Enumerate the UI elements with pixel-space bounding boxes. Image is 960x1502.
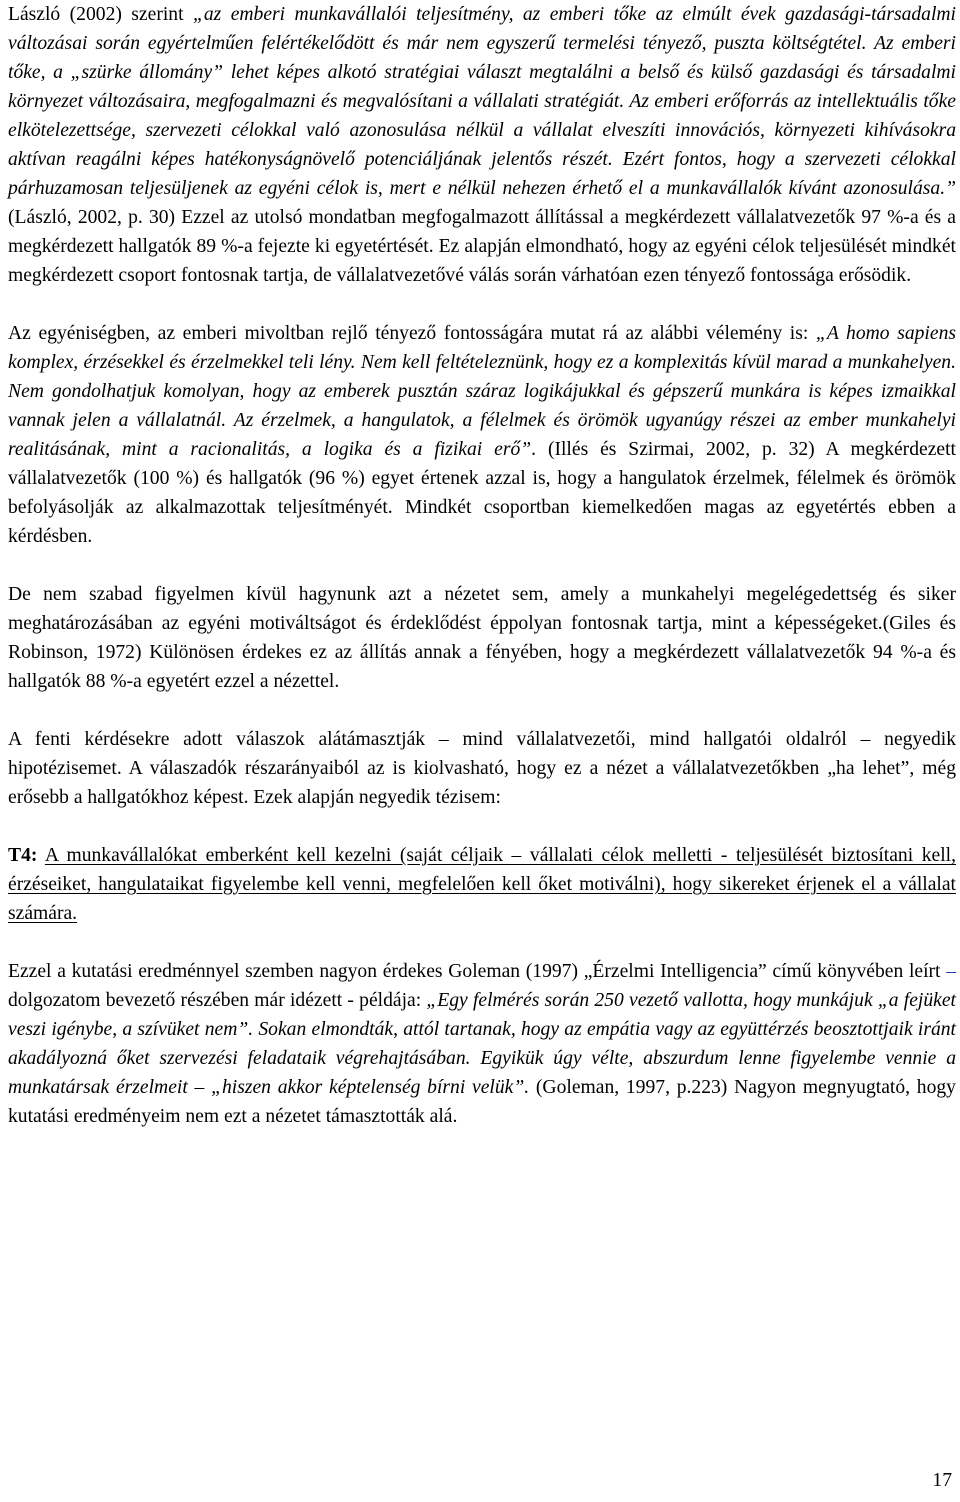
p6-segment: dolgozatom bevezető részében már idézett - példája:	[8, 990, 427, 1011]
paragraph-giles-robinson	[8, 580, 956, 696]
p3-segment: De nem szabad figyelmen kívül hagynunk azt a nézetet sem, amely a munkahelyi megelégedettség és siker meghatározásában az egyéni motiváltságot és érdeklődést éppolyan fontosnak tartja, mint a képességeket.(Giles és Robinson, 1972) Különösen érdekes ez az állítás annak a fényében, hogy a megkérdezett vállalatvezetők 94 %-a és hallgatók 88 %-a egyetért ezzel a nézettel.	[8, 584, 956, 692]
paragraph-goleman-quote	[8, 957, 956, 1131]
page-number: 17	[932, 1470, 952, 1491]
p6-segment: Ezzel a kutatási eredménnyel szemben nagyon érdekes Goleman (1997) „Érzelmi Intelligencia” című könyvében leírt	[8, 961, 947, 982]
thesis-t4	[8, 841, 956, 928]
paragraph-hypothesis-support	[8, 725, 956, 812]
paragraph-illes-szirmai-quote	[8, 319, 956, 551]
p1-segment: „az emberi munkavállalói teljesítmény, az emberi tőke az elmúlt évek gazdasági-társadalmi változásai során egyértelműen felértékelődött és már nem egyszerű termelési tényező, puszta költségtétel. Az emberi tőke, a „szürke állomány” lehet képes alkotó stratégiai választ megtalálni a belső és külső gazdasági és társadalmi környezet változásaira, megfogalmazni és megvalósítani a vállalati stratégiát. Az emberi erőforrás az intellektuális tőke elkötelezettsége, szervezeti célokkal való azonosulása nélkül a vállalat elveszíti innovációs, környezeti kihívásokra aktívan reagálni képes hatékonyságnövelő potenciáljának jelentős részét. Ezért fontos, hogy a szervezeti célokkal párhuzamosan teljesüljenek az egyéni célok is, mert e nélkül nehezen érhető el a munkavállalók kívánt azonosulása.”	[8, 4, 956, 199]
p1-segment: (László, 2002, p. 30) Ezzel az utolsó mondatban megfogalmazott állítással a megkérdezett vállalatvezetők 97 %-a és a megkérdezett hallgatók 89 %-a fejezte ki egyetértését. Ez alapján elmondható, hogy az egyéni célok teljesülését mindkét megkérdezett csoport fontosnak tartja, de vállalatvezetővé válás során várhatóan ezen tényező fontossága erősödik.	[8, 207, 956, 286]
p2-segment: Az egyéniségben, az emberi mivoltban rejlő tényező fontosságára mutat rá az alábbi vélemény is:	[8, 323, 816, 344]
thesis-label: T4:	[8, 845, 38, 866]
p6-segment: (Goleman, 1997, p.223) Nagyon megnyugtató, hogy kutatási eredményeim nem ezt a nézetet támasztották alá.	[8, 1077, 956, 1127]
p6-segment: „Egy felmérés során 250 vezető vallotta, hogy munkájuk „a fejüket veszi igénybe, a szívüket nem”. Sokan elmondták, attól tartanak, hogy az empátia vagy az együttérzés beosztottjaik iránt akadályozná őket szervezési feladataik végrehajtásában. Egyikük úgy vélte, abszurdum lenne figyelembe vennie a munkatársak érzelmeit – „hiszen akkor képtelenség bírni velük”.	[8, 990, 956, 1098]
p1-segment: László (2002) szerint	[8, 4, 193, 25]
thesis-text: A munkavállalókat emberként kell kezelni (saját céljaik – vállalati célok melletti - teljesülését biztosítani kell, érzéseiket, hangulataikat figyelembe kell venni, megfelelően kell őket motiválni), hogy sikereket érjenek el a vállalat számára.	[8, 845, 956, 924]
p2-segment: „A homo sapiens komplex, érzésekkel és érzelmekkel teli lény. Nem kell feltételeznünk, hogy ez a komplexitás kívül marad a munkahelyen. Nem gondolhatjuk komolyan, hogy az emberek pusztán száraz logikájukkal és gépszerű munkára is képes izmaikkal vannak jelen a vállalatnál. Az érzelmek, a hangulatok, a félelmek és örömök ugyanúgy részei az ember munkahelyi realitásának, mint a racionalitás, a logika és a fizikai erő”	[8, 323, 956, 460]
p4-segment: A fenti kérdésekre adott válaszok alátámasztják – mind vállalatvezetői, mind hallgatói oldalról – negyedik hipotézisemet. A válaszadók részarányaiból az is kiolvasható, hogy ez a nézet a vállalatvezetőkben „ha lehet”, még erősebb a hallgatókhoz képest. Ezek alapján negyedik tézisem:	[8, 729, 956, 808]
paragraph-laszlo-quote	[8, 0, 956, 290]
p6-segment: –	[946, 961, 956, 982]
document-page	[8, 0, 956, 1160]
p2-segment: . (Illés és Szirmai, 2002, p. 32) A megkérdezett vállalatvezetők (100 %) és hallgatók (96 %) egyet értenek azzal is, hogy a hangulatok érzelmek, félelmek és örömök befolyásolják az alkalmazottak teljesítményét. Mindkét csoportban kiemelkedően magas az egyetértés ebben a kérdésben.	[8, 439, 956, 547]
